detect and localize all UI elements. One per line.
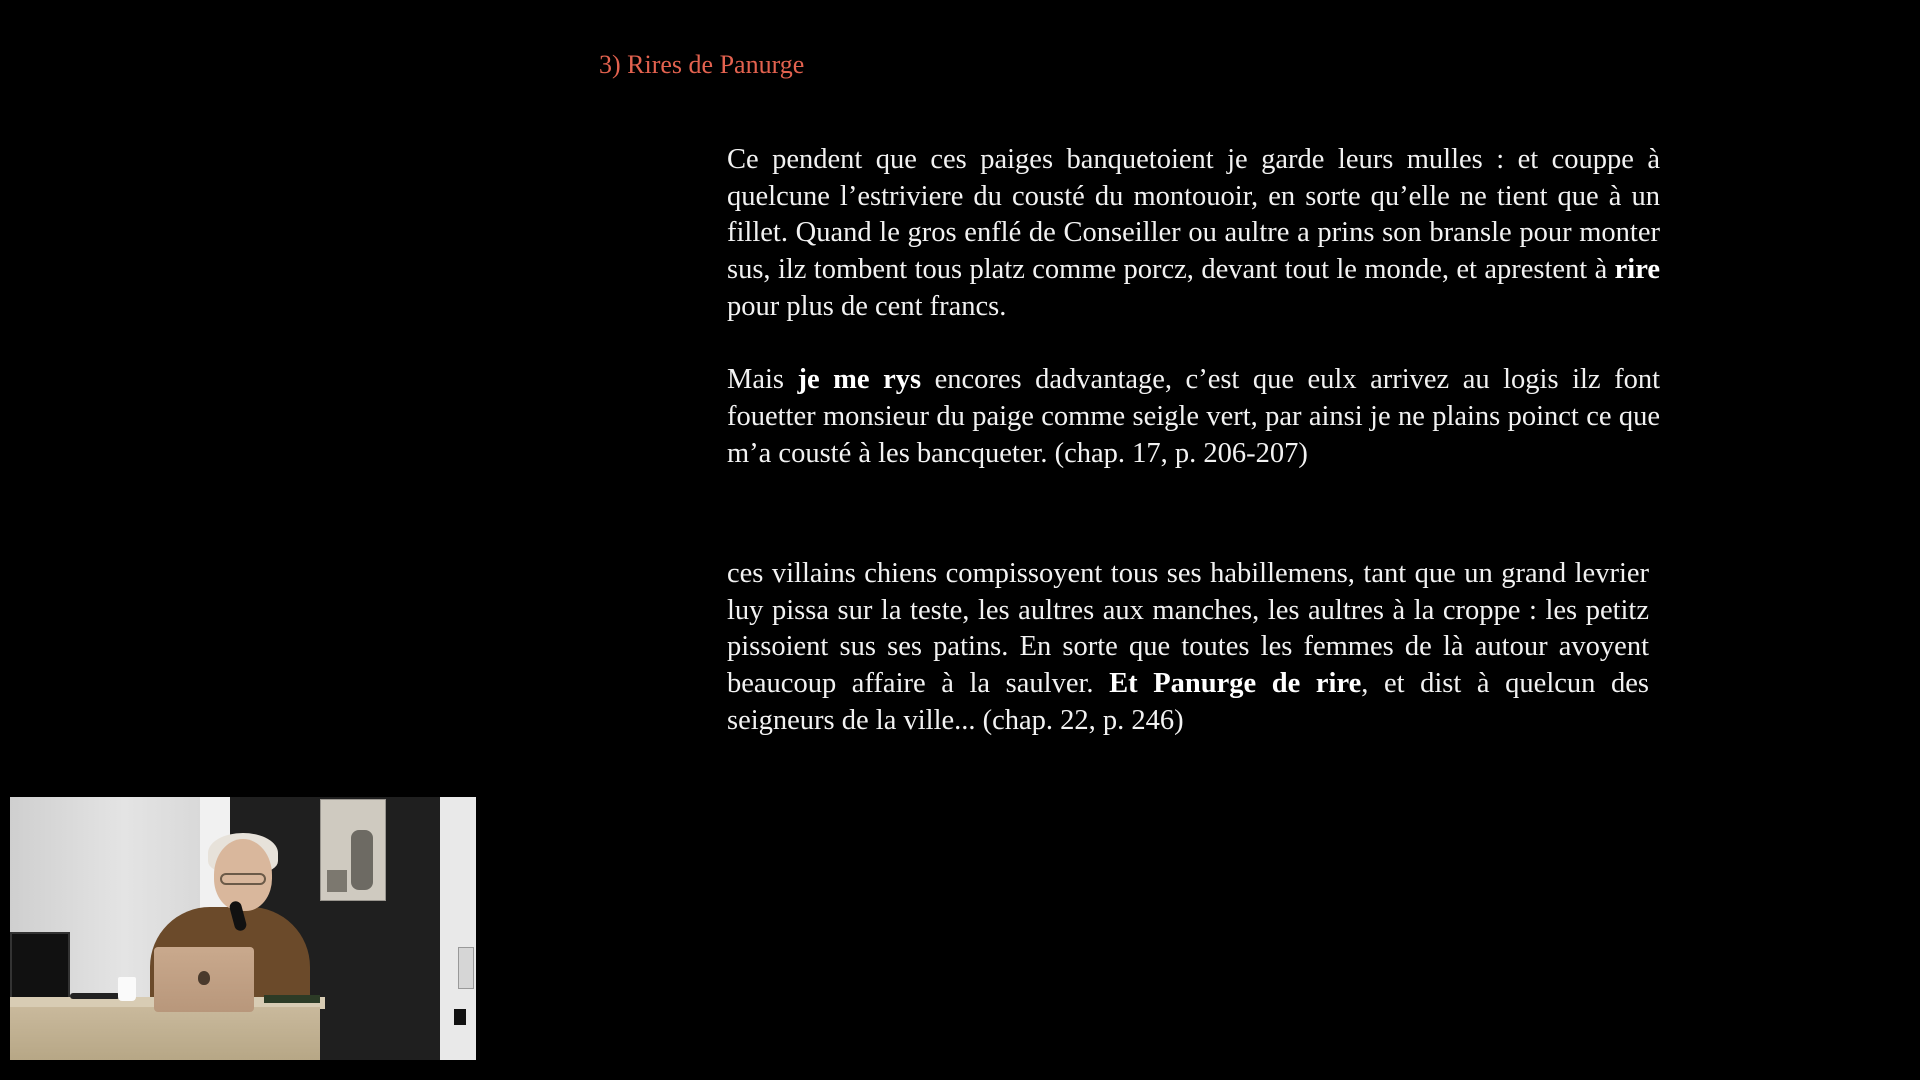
quote-text: encores dadvantage, c’est que eulx arrivez au logis ilz font fouetter monsieur du paige comme seigle vert, par ainsi je ne plains poinct ce que m’a cousté à les bancqueter. (chap. 17, p. 206-207): [727, 364, 1660, 469]
quote-paragraph: [727, 362, 1660, 472]
quote-text: , et dist à quelcun des seigneurs de la ville... (chap. 22, p. 246): [727, 668, 1650, 736]
emphasized-text: Et Panurge de rire: [1109, 668, 1362, 700]
emphasized-text: rire: [1614, 254, 1660, 286]
quote-text: Ce pendent que ces paiges banquetoient je garde leurs mulles : et couppe à quelcune l’estriviere du cousté du montouoir, en sorte qu’elle ne tient que à un fillet. Quand le gros enflé de Conseiller ou aultre a prins son bransle pour monter sus, ilz tombent tous platz comme porcz, devant tout le monde, et aprestent à: [727, 144, 1660, 286]
laptop-icon: [154, 947, 254, 1012]
quote-text: Mais: [727, 364, 798, 396]
quote-text: ces villains chiens compissoyent tous ses habillemens, tant que un grand levrier luy pissa sur la teste, les aultres aux manches, les aultres à la croppe : les petitz pissoient sus ses patins. En sorte que toutes les femmes de là autour avoyent beaucoup affaire à la saulver.: [727, 558, 1649, 700]
slide-title: 3) Rires de Panurge: [599, 50, 805, 79]
cup-icon: [118, 977, 136, 1001]
speaker-glasses: [220, 873, 266, 885]
webcam-cable: [70, 993, 120, 999]
quote-block-chap22: [727, 556, 1649, 740]
quote-paragraph: [727, 556, 1649, 740]
quote-block-chap17: [727, 142, 1660, 472]
emphasized-text: je me rys: [797, 364, 922, 396]
webcam-book: [264, 995, 320, 1003]
webcam-poster: [320, 799, 386, 901]
webcam-desk: [10, 1007, 320, 1060]
quote-text: pour plus de cent francs.: [727, 290, 1007, 322]
webcam-socket: [458, 947, 474, 989]
webcam-video-inset: [10, 797, 476, 1060]
quote-paragraph: [727, 142, 1660, 326]
webcam-plug: [454, 1009, 466, 1025]
apple-logo-icon: [198, 971, 210, 985]
webcam-monitor: [10, 932, 70, 1006]
